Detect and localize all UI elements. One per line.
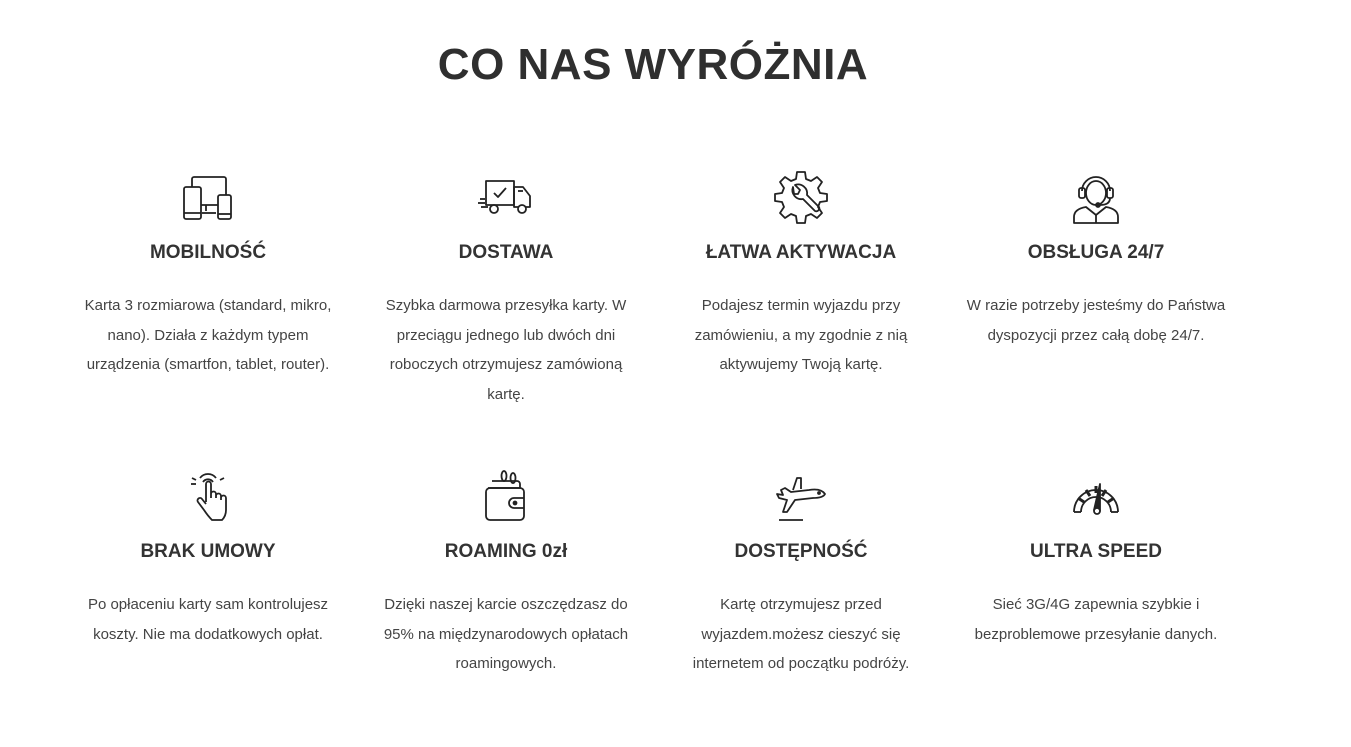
feature-description: Sieć 3G/4G zapewnia szybkie i bezproblemowe przesyłanie danych. [974, 596, 1218, 643]
speedometer-icon [1068, 468, 1124, 524]
wallet-coins-icon [478, 468, 534, 524]
feature-availability [666, 468, 936, 679]
feature-title: DOSTĘPNOŚĆ [734, 541, 868, 562]
feature-description: Kartę otrzymujesz przed wyjazdem.możesz cieszyć się internetem od początku podróży. [692, 596, 910, 673]
gear-wrench-icon [773, 169, 829, 225]
delivery-truck-icon [478, 169, 534, 225]
feature-description: Dzięki naszej karcie oszczędzasz do 95% na międzynarodowych opłatach roamingowych. [383, 596, 629, 673]
support-agent-icon [1068, 169, 1124, 225]
feature-title: ŁATWA AKTYWACJA [705, 242, 897, 263]
airplane-icon [773, 468, 829, 524]
feature-title: ULTRA SPEED [1030, 541, 1162, 562]
feature-description: Szybka darmowa przesyłka karty. W przeciągu jednego lub dwóch dni roboczych otrzymujesz zamówioną kartę. [385, 297, 627, 404]
feature-no-contract [73, 468, 343, 649]
feature-title: MOBILNOŚĆ [149, 242, 267, 263]
touch-hand-icon [180, 468, 236, 524]
feature-description: Karta 3 rozmiarowa (standard, mikro, nano). Działa z każdym typem urządzenia (smartfon, tablet, router). [84, 297, 332, 374]
feature-title: OBSŁUGA 24/7 [1027, 242, 1165, 263]
feature-description: Podajesz termin wyjazdu przy zamówieniu, a my zgodnie z nią aktywujemy Twoją kartę. [694, 297, 908, 374]
feature-title: BRAK UMOWY [140, 541, 276, 562]
feature-mobility [73, 169, 343, 380]
feature-description: W razie potrzeby jesteśmy do Państwa dyspozycji przez całą dobę 24/7. [966, 297, 1226, 344]
section-title: CO NAS WYRÓŻNIA [437, 40, 869, 89]
feature-delivery [371, 169, 641, 410]
feature-description: Po opłaceniu karty sam kontrolujesz koszty. Nie ma dodatkowych opłat. [87, 596, 329, 643]
devices-icon [180, 169, 236, 225]
feature-title: DOSTAWA [458, 242, 554, 263]
feature-activation [666, 169, 936, 380]
feature-support [961, 169, 1231, 350]
feature-roaming [371, 468, 641, 679]
feature-title: ROAMING 0zł [444, 541, 568, 562]
feature-ultra-speed [961, 468, 1231, 649]
